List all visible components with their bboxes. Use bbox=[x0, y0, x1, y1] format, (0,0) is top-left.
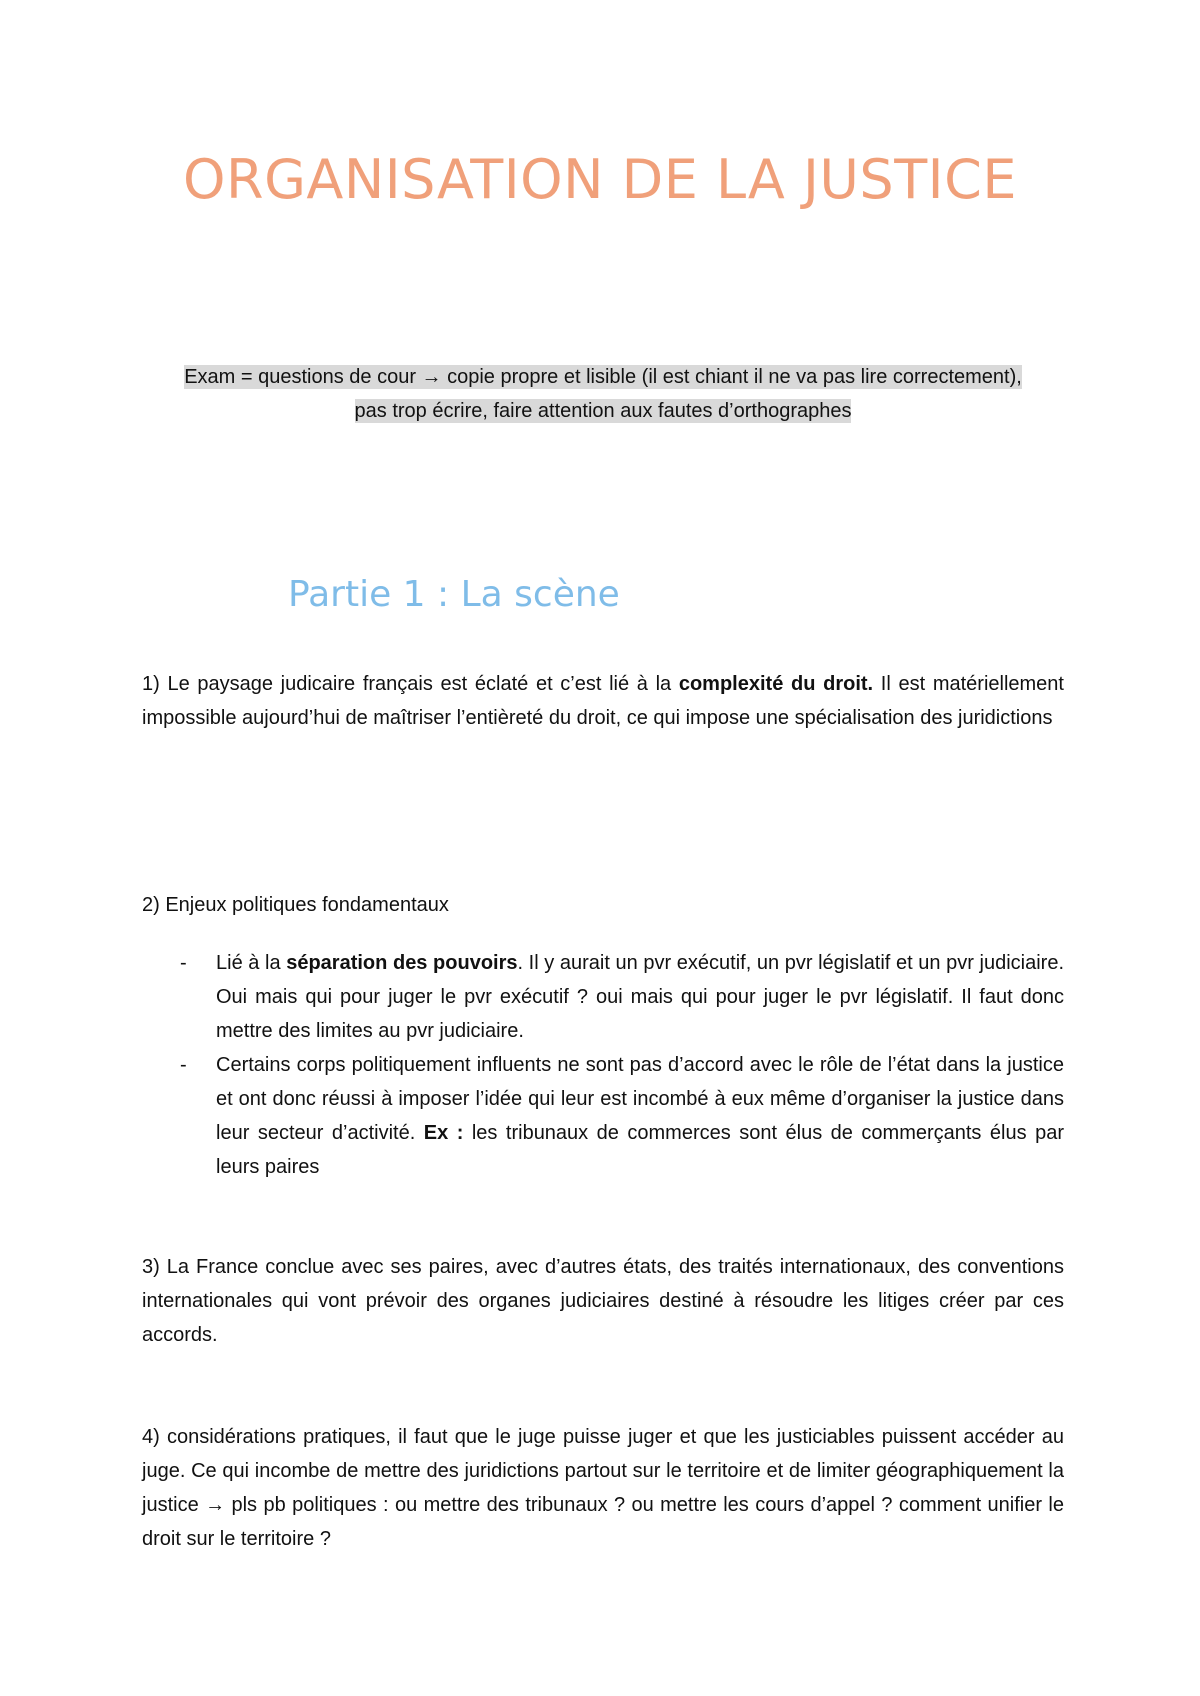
bullet-1-bold: séparation des pouvoirs bbox=[286, 952, 518, 974]
bullet-1-text-b: . Il y aurait un pvr exécutif, un pvr législatif et un pvr judiciaire. Oui mais qui pour juger le pvr exécutif ? oui mais qui pour juger le pvr législatif. Il faut donc mettre des limites au pvr judiciaire. bbox=[216, 952, 1064, 1042]
arrow-icon: → bbox=[205, 1494, 226, 1516]
section-4-text-a: 4) considérations pratiques, il faut que le juge puisse juger et que les justiciables puissent accéder au juge. Ce qui incombe de mettre des juridictions partout sur le territoire et de limiter géographiquement la justice bbox=[142, 1426, 1064, 1516]
bullet-dash-icon: - bbox=[180, 1054, 187, 1076]
section-1 bbox=[142, 667, 1064, 735]
bullet-2-text-b: les tribunaux de commerces sont élus de commerçants élus par leurs paires bbox=[216, 1122, 1064, 1178]
section-2-bullet-list bbox=[142, 946, 1064, 1184]
section-1-bold: complexité du droit. bbox=[678, 673, 874, 695]
part-heading: Partie 1 : La scène bbox=[288, 574, 620, 615]
bullet-2-text-a: Certains corps politiquement influents ne sont pas d’accord avec le rôle de l’état dans la justice et ont donc réussi à imposer l’idée qui leur est incombé à eux même d’organiser la justice dans leur secteur d’activité. bbox=[216, 1054, 1064, 1144]
arrow-icon: → bbox=[421, 366, 442, 388]
exam-note-text-b: copie propre et lisible (il est chiant il ne va pas lire correctement), bbox=[441, 366, 1022, 388]
list-item bbox=[142, 1048, 1064, 1184]
section-4 bbox=[142, 1420, 1064, 1556]
bullet-dash-icon: - bbox=[180, 952, 187, 974]
section-3: 3) La France conclue avec ses paires, avec d’autres états, des traités internationaux, des conventions internationales qui vont prévoir des organes judiciaires destiné à résoudre les litiges créer par ces accords. bbox=[142, 1256, 1064, 1346]
exam-note-line2: pas trop écrire, faire attention aux fautes d’orthographes bbox=[354, 400, 852, 422]
section-1-text-b: Il est matériellement impossible aujourd’hui de maîtriser l’entièreté du droit, ce qui impose une spécialisation des juridictions bbox=[142, 673, 1064, 729]
exam-note-line1 bbox=[184, 365, 1022, 389]
section-2-heading: 2) Enjeux politiques fondamentaux bbox=[142, 894, 449, 916]
exam-note bbox=[142, 360, 1064, 428]
bullet-1-text-a: Lié à la bbox=[216, 952, 287, 974]
exam-note-text-a: Exam = questions de cour bbox=[184, 366, 416, 388]
section-4-text-b: pls pb politiques : ou mettre des tribunaux ? ou mettre les cours d’appel ? comment unifier le droit sur le territoire ? bbox=[142, 1494, 1064, 1550]
section-1-text-a: 1) Le paysage judicaire français est éclaté et c’est lié à la bbox=[142, 673, 679, 695]
list-item bbox=[142, 946, 1064, 1048]
document-title: ORGANISATION DE LA JUSTICE bbox=[183, 148, 1017, 211]
bullet-2-bold: Ex : bbox=[423, 1122, 464, 1144]
